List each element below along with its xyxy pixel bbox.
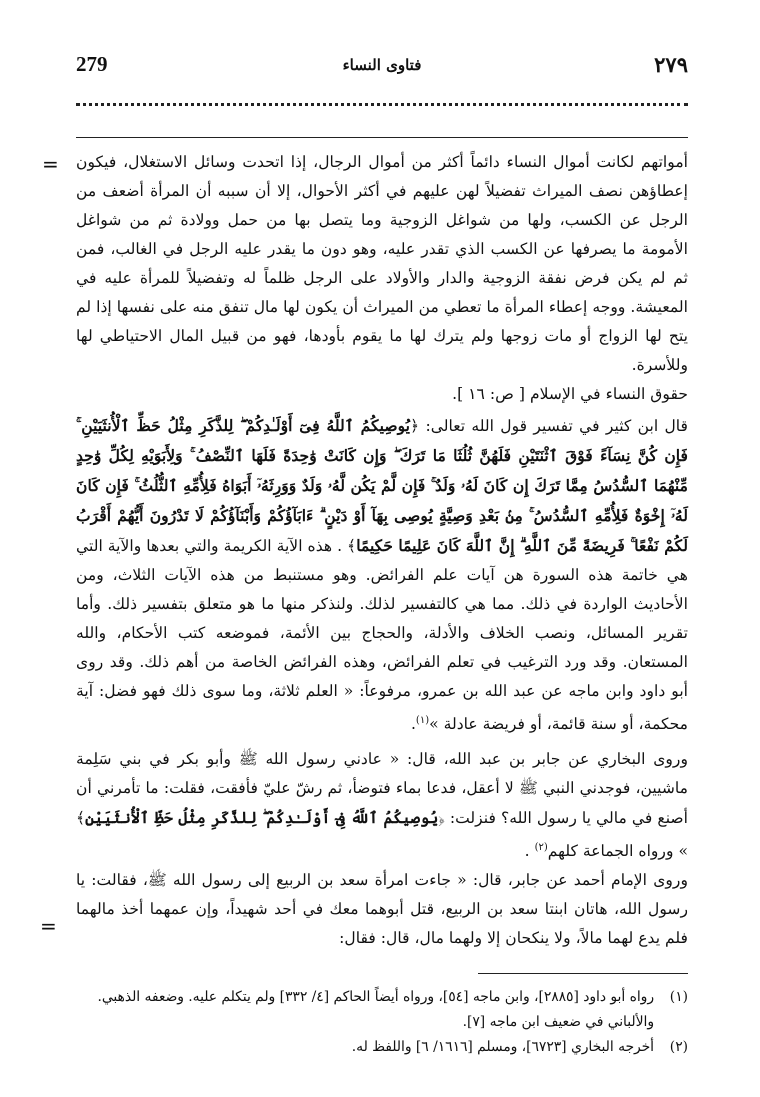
quran-verse: يُوصِيكُمُ ٱللَّهُ فِىٓ أَوْلَـٰدِكُمْ ۖ لِلذَّكَرِ مِثْلُ حَظِّ ٱلْأُنثَيَيْنِ ۚ فَإِن كُنَّ نِسَآءً فَوْقَ ٱثْنَتَيْنِ فَلَهُنَّ ثُلُثَا مَا تَرَكَ ۖ وَإِن كَانَتْ وَٰحِدَةً فَلَهَا ٱلنِّصْفُ ۚ وَلِأَبَوَيْهِ لِكُلِّ وَٰحِدٍ مِّنْهُمَا ٱلسُّدُسُ مِمَّا تَرَكَ إِن كَانَ لَهُۥ وَلَدٌ ۚ فَإِن لَّمْ يَكُن لَّهُۥ وَلَدٌ وَوَرِثَهُۥٓ أَبَوَاهُ فَلِأُمِّهِ ٱلثُّلُثُ ۚ فَإِن كَانَ لَهُۥٓ إِخْوَةٌ فَلِأُمِّهِ ٱلسُّدُسُ ۚ مِنۢ بَعْدِ وَصِيَّةٍ يُوصِى بِهَآ أَوْ دَيْنٍ ۗ ءَابَآؤُكُمْ وَأَبْنَآؤُكُمْ لَا تَدْرُونَ أَيُّهُمْ أَقْرَبُ لَكُمْ نَفْعًا ۚ فَرِيضَةً مِّنَ ٱللَّهِ ۗ إِنَّ ٱللَّهَ كَانَ عَلِيمًا حَكِيمًا [76, 416, 688, 555]
source-reference: حقوق النساء في الإسلام [ ص: ١٦ ]. [452, 385, 688, 403]
bukhari-after: ﴾ » ورواه الجماعة كلهم [76, 809, 688, 861]
footnote-ref-1: (١) [415, 715, 430, 726]
continuation-mark-top: = [42, 152, 59, 176]
running-title: فتاوى النساء [342, 56, 422, 74]
quran-verse-short: يُوصِيكُمُ ٱللَّهُ فِىٓ أَوْلَـٰدِكُمْ ۖ لِلذَّكَرِ مِثْلُ حَظِّ ٱلْأُنثَيَيْنِ [85, 808, 439, 828]
footnote-text: رواه أبو داود [٢٨٨٥]، وابن ماجه [٥٤]، ورواه أيضاً الحاكم [٤/ ٣٣٢] ولم يتكلم عليه. وضعفه الذهبي. والألباني في ضعيف ابن ماجه [٧]. [97, 989, 654, 1030]
ibn-kathir-intro: قال ابن كثير في تفسير قول الله تعالى: ﴿ [410, 417, 688, 435]
footnote-text: أخرجه البخاري [٦٧٢٣]، ومسلم [١٦١٦/ ٦] واللفظ له. [351, 1039, 654, 1055]
footnote [76, 985, 688, 1035]
main-text [76, 148, 688, 953]
footnote [76, 1035, 688, 1060]
footnote-ref-2: (٢) [534, 842, 548, 854]
paragraph-ahmad: وروى الإمام أحمد عن جابر، قال: « جاءت امرأة سعد بن الربيع إلى رسول الله ﷺ، فقالت: يا رسول الله، هاتان ابنتا سعد بن الربيع، قتل أبوهما معك في أحد شهيداً، وإن عمهما أخذ مالهما فلم يدع لهما مالاً، ولا ينكحان إلا ولهما مال، قال: فقال: [76, 871, 688, 948]
dotted-divider [76, 103, 688, 106]
paragraph-continuation: أمواتهم لكانت أموال النساء دائماً أكثر من أموال الرجال، إذا اتحدت وسائل الاستغلال، فيكون إعطاؤهن نصف الميراث تفضيلاً لهن عليهم في أكثر الأحوال، إلا أن سببه أن المرأة أضعف من الرجل عن الكسب، ولها من شواغل الزوجية وما يتصل بها من حمل وولادة ثم من شواغل الأمومة ما يصرفها عن الكسب الذي تقدر عليه، وهو دون ما يقدر عليه الرجل في الغالب، فمن ثم لم يكن فرض نفقة الزوجية والدار والأولاد على الرجل ظلماً له وتفضيلاً للمرأة عليه في المعيشة. ووجه إعطاء المرأة ما تعطي من الميراث أن يكون لها مال تنفق منه على نفسها إذا لم يتح لها الزواج أو مات زوجها ولم يترك لها ما يقوم بأودها، فهو من قبيل المال الاحتياطي لها وللأسرة. [76, 153, 689, 374]
page-header [76, 52, 688, 92]
continuation-mark-bottom: = [40, 914, 57, 938]
footnotes [76, 985, 688, 1060]
paragraph-ibn-kathir: قال ابن كثير في تفسير قول الله تعالى: ﴿يُوصِيكُمُ ٱللَّهُ فِىٓ أَوْلَـٰدِكُمْ ۖ لِلذَّكَرِ مِثْلُ حَظِّ ٱلْأُنثَيَيْنِ ۚ فَإِن كُنَّ نِسَآءً فَوْقَ ٱثْنَتَيْنِ فَلَهُنَّ ثُلُثَا مَا تَرَكَ ۖ وَإِن كَانَتْ وَٰحِدَةً فَلَهَا ٱلنِّصْفُ ۚ وَلِأَبَوَيْهِ لِكُلِّ وَٰحِدٍ مِّنْهُمَا ٱلسُّدُسُ مِمَّا تَرَكَ إِن كَانَ لَهُۥ وَلَدٌ ۚ فَإِن لَّمْ يَكُن لَّهُۥ وَلَدٌ وَوَرِثَهُۥٓ أَبَوَاهُ فَلِأُمِّهِ ٱلثُّلُثُ ۚ فَإِن كَانَ لَهُۥٓ إِخْوَةٌ فَلِأُمِّهِ ٱلسُّدُسُ ۚ مِنۢ بَعْدِ وَصِيَّةٍ يُوصِى بِهَآ أَوْ دَيْنٍ ۗ ءَابَآؤُكُمْ وَأَبْنَآؤُكُمْ لَا تَدْرُونَ أَيُّهُمْ أَقْرَبُ لَكُمْ نَفْعًا ۚ فَرِيضَةً مِّنَ ٱللَّهِ ۗ إِنَّ ٱللَّهَ كَانَ عَلِيمًا حَكِيمًا﴾ . هذه الآية الكريمة والتي بعدها والآية التي هي خاتمة هذه السورة هن آيات علم الفرائض. وهو مستنبط من هذه الآيات الثلاث، ومن الأحاديث الواردة في ذلك. مما هي كالتفسير لذلك. ولنذكر منها ما هو متعلق بتفسير ذلك. وأما تقرير المسائل، ونصب الخلاف والأدلة، والحجاج بين الأئمة، فموضعه كتب الأحكام، والله المستعان. وقد ورد الترغيب في تعلم الفرائض، وهذه الفرائض الخاصة من أهم ذلك. وقد روى أبو داود وابن ماجه عن عبد الله بن عمرو، مرفوعاً: « العلم ثلاثة، وما سوى ذلك فهو فضل: آية محكمة، أو سنة قائمة، أو فريضة عادلة »$^{(١)}$. [76, 416, 688, 734]
page-number-latin: 279 [76, 52, 108, 76]
ibn-kathir-commentary: ﴾ . هذه الآية الكريمة والتي بعدها والآية التي هي خاتمة هذه السورة هن آيات علم الفرائض. وهو مستنبط من هذه الآيات الثلاث، ومن الأحاديث الواردة في ذلك. مما هي كالتفسير لذلك. ولنذكر منها ما هو متعلق بتفسير ذلك. وأما تقرير المسائل، ونصب الخلاف والأدلة، والحجاج بين الأئمة، فموضعه كتب الأحكام، والله المستعان. وقد ورد الترغيب في تعلم الفرائض، وهذه الفرائض الخاصة من أهم ذلك. وقد روى أبو داود وابن ماجه عن عبد الله بن عمرو، مرفوعاً: « العلم ثلاثة، وما سوى ذلك فهو فضل: آية محكمة، أو سنة قائمة، أو فريضة عادلة » [76, 537, 688, 734]
paragraph-bukhari: وروى البخاري عن جابر بن عبد الله، قال: « عادني رسول الله ﷺ وأبو بكر في بني سَلِمة ماشيين، فوجدني النبي ﷺ لا أعقل، فدعا بماء فتوضأ، ثم رشّ عليّ فأفقت، فقلت: ما تأمرني أن أصنع في مالي يا رسول الله؟ فنزلت: ﴿يُوصِيكُمُ ٱللَّهُ فِىٓ أَوْلَـٰدِكُمْ ۖ لِلذَّكَرِ مِثْلُ حَظِّ ٱلْأُنثَيَيْنِ﴾ » ورواه الجماعة كلهم$^{(٢)}$ . [76, 750, 688, 861]
header-divider [76, 137, 688, 138]
footnote-number: (٢) [669, 1039, 688, 1055]
footnote-divider [478, 973, 688, 974]
bukhari-text: وروى البخاري عن جابر بن عبد الله، قال: « عادني رسول الله ﷺ وأبو بكر في بني سَلِمة ماشيين، فوجدني النبي ﷺ لا أعقل، فدعا بماء فتوضأ، ثم رشّ عليّ فأفقت، فقلت: ما تأمرني أن أصنع في مالي يا رسول الله؟ فنزلت: ﴿ [76, 750, 688, 828]
footnote-number: (١) [669, 989, 688, 1005]
page-number-arabic: ٢٧٩ [654, 52, 688, 77]
